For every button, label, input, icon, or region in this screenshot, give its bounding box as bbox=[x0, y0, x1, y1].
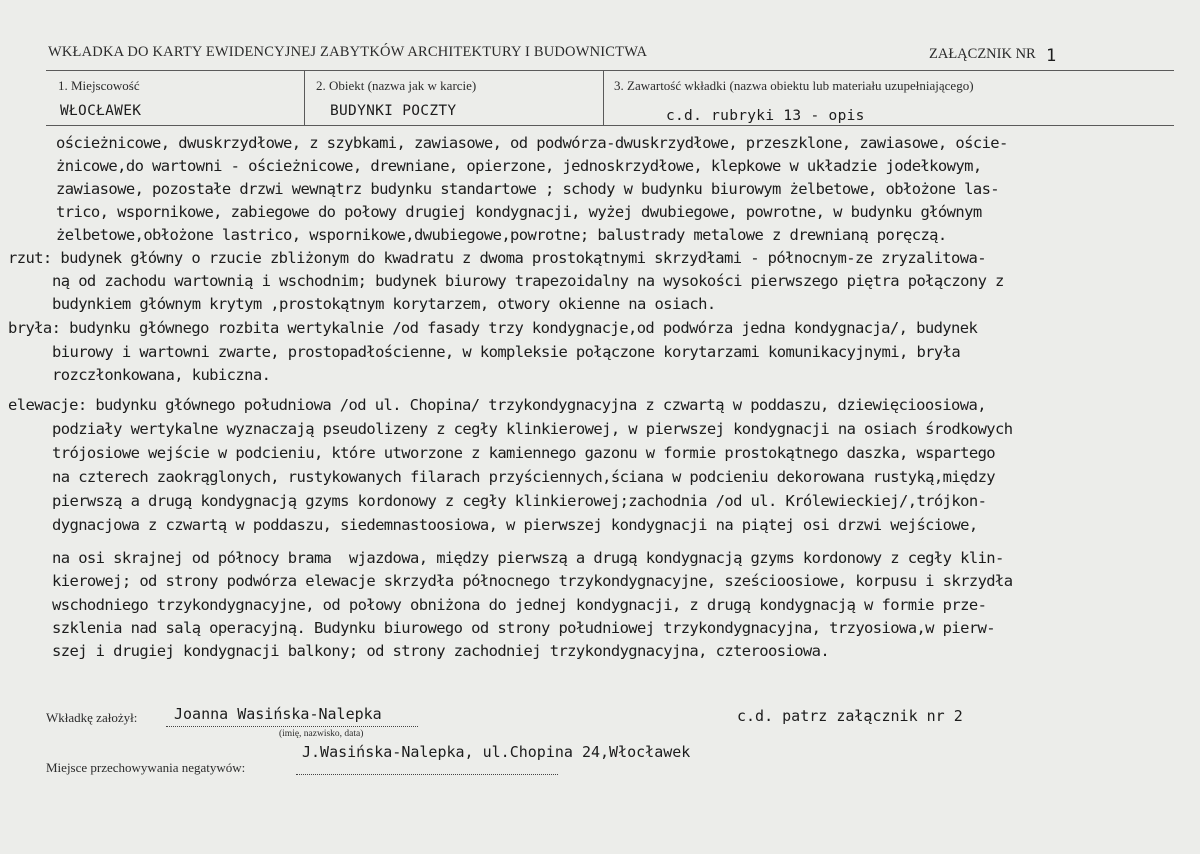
body-line: pierwszą a drugą kondygnacją gzyms kordonowy z cegły klinkierowej;zachodnia /od ul. Królewieckiej/,trójkon- bbox=[52, 492, 987, 510]
annex-label: ZAŁĄCZNIK NR bbox=[929, 46, 1036, 62]
body-line: żnicowe,do wartowni - ościeżnicowe, drewniane, opierzone, jednoskrzydłowe, klepkowe w układzie jodełkowym, bbox=[56, 157, 982, 175]
object-label: 2. Obiekt (nazwa jak w karcie) bbox=[316, 78, 477, 93]
content-value: c.d. rubryki 13 - opis bbox=[666, 108, 865, 124]
author-label: Wkładkę założył: bbox=[46, 710, 138, 725]
header-rule bbox=[46, 70, 1174, 71]
content-label: 3. Zawartość wkładki (nazwa obiektu lub materiału uzupełniającego) bbox=[614, 78, 974, 93]
body-line: ną od zachodu wartownią i wschodnim; budynek biurowy trapezoidalny na wysokości pierwszego piętra połączony z bbox=[52, 272, 1004, 290]
locality-label: 1. Miejscowość bbox=[58, 78, 140, 93]
body-line: trico, wspornikowe, zabiegowe do połowy drugiej kondygnacji, wyżej dwubiegowe, powrotne, w budynku głównym bbox=[56, 203, 982, 221]
body-line: zawiasowe, pozostałe drzwi wewnątrz budynku standartowe ; schody w budynku biurowym żelbetowe, obłożone las- bbox=[56, 180, 1000, 198]
author-value: Joanna Wasińska-Nalepka bbox=[174, 705, 382, 723]
continuation-note: c.d. patrz załącznik nr 2 bbox=[737, 707, 963, 725]
body-line: kierowej; od strony podwórza elewacje skrzydła północnego trzykondygnacyjne, sześcioosiowe, korpusu i skrzydła bbox=[52, 572, 1013, 590]
author-line bbox=[166, 726, 418, 727]
object-value: BUDYNKI POCZTY bbox=[330, 103, 457, 119]
author-sublabel: (imię, nazwisko, data) bbox=[279, 729, 364, 739]
body-line: biurowy i wartowni zwarte, prostopadłościenne, w kompleksie połączone korytarzami komunikacyjnymi, bryła bbox=[52, 343, 961, 361]
body-line: dygnacjowa z czwartą w poddaszu, siedemnastoosiowa, w pierwszej kondygnacji na piątej osi drzwi wejściowe, bbox=[52, 516, 978, 534]
body-line: ościeżnicowe, dwuskrzydłowe, z szybkami, zawiasowe, od podwórza-dwuskrzydłowe, przeszklone, zawiasowe, oście- bbox=[56, 134, 1008, 152]
annex-number: 1 bbox=[1046, 46, 1057, 66]
storage-line bbox=[296, 774, 558, 775]
body-line: żelbetowe,obłożone lastrico, wspornikowe,dwubiegowe,powrotne; balustrady metalowe z drewnianą poręczą. bbox=[56, 226, 947, 244]
body-line: rzut: budynek główny o rzucie zbliżonym do kwadratu z dwoma prostokątnymi skrzydłami - północnym-ze zryzalitowa- bbox=[8, 249, 986, 267]
storage-label: Miejsce przechowywania negatywów: bbox=[46, 760, 246, 775]
card-title: WKŁADKA DO KARTY EWIDENCYJNEJ ZABYTKÓW ARCHITEKTURY I BUDOWNICTWA bbox=[48, 44, 648, 60]
body-line: na czterech zaokrąglonych, rustykowanych filarach przyściennych,ściana w podcieniu dekorowana rustyką,między bbox=[52, 468, 996, 486]
body-line: elewacje: budynku głównego południowa /od ul. Chopina/ trzykondygnacyjna z czwartą w poddaszu, dziewięcioosiowa, bbox=[8, 396, 986, 414]
body-line: bryła: budynku głównego rozbita wertykalnie /od fasady trzy kondygnacje,od podwórza jedna kondygnacja/, budynek bbox=[8, 319, 978, 337]
body-line: na osi skrajnej od północy brama wjazdowa, między pierwszą a drugą kondygnacją gzyms kordonowy z cegły klin- bbox=[52, 549, 1004, 567]
body-line: rozczłonkowana, kubiczna. bbox=[52, 366, 271, 384]
body-line: budynkiem głównym krytym ,prostokątnym korytarzem, otwory okienne na osiach. bbox=[52, 295, 716, 313]
field-divider-1 bbox=[304, 70, 305, 126]
fields-rule bbox=[46, 125, 1174, 126]
field-divider-2 bbox=[603, 70, 604, 126]
locality-value: WŁOCŁAWEK bbox=[60, 103, 142, 119]
storage-value: J.Wasińska-Nalepka, ul.Chopina 24,Włocławek bbox=[302, 743, 691, 761]
body-line: trójosiowe wejście w podcieniu, które utworzone z kamiennego gazonu w formie prostokątnego daszka, wspartego bbox=[52, 444, 996, 462]
body-line: szej i drugiej kondygnacji balkony; od strony zachodniej trzykondygnacyjna, czteroosiowa. bbox=[52, 642, 830, 660]
body-line: podziały wertykalne wyznaczają pseudolizeny z cegły klinkierowej, w pierwszej kondygnacji na osiach środkowych bbox=[52, 420, 1013, 438]
body-line: szklenia nad salą operacyjną. Budynku biurowego od strony południowej trzykondygnacyjna, trzyosiowa,w pierw- bbox=[52, 619, 996, 637]
body-line: wschodniego trzykondygnacyjne, od połowy obniżona do jednej kondygnacji, z drugą kondygnacją w formie prze- bbox=[52, 596, 987, 614]
